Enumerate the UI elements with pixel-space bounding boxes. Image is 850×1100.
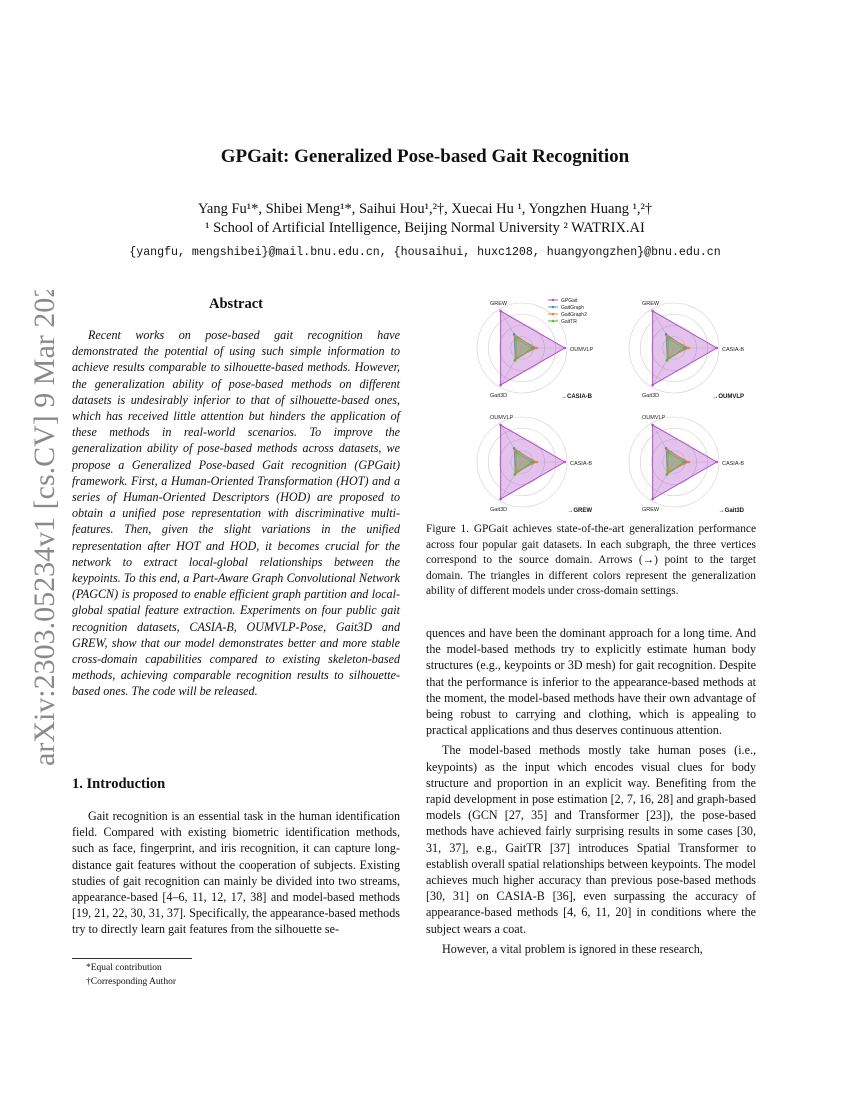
abstract-paragraph: Recent works on pose-based gait recognition have demonstrated the potential of using such simple information to achieve results comparable to silhouette-based methods. However, the generalization ability of pose-based methods on different datasets is undesirably inferior to that of silhouette-based ones, which has received little attention but hinders the application of these methods in real-world scenarios. To improve the generalization ability of pose-based methods across datasets, we propose a Generalized Pose-based Gait recognition (GPGait) framework. First, a Human-Oriented Transformation (HOT) and a series of Human-Oriented Descriptors (HOD) are proposed to obtain a unified pose representation with discriminative multi-features. Then, given the slight variations in the unified representation after HOT and HOD, it becomes crucial for the network to extract local-global relationships between the keypoints. To this end, a Part-Aware Graph Convolutional Network (PAGCN) is proposed to enable efficient graph partition and local-global spatial feature extraction. Experiments on four public gait recognition datasets, CASIA-B, OUMVLP-Pose, Gait3D and GREW, show that our model demonstrates better and more stable cross-domain capabilities compared to existing skeleton-based methods, achieving comparable recognition results to silhouette-based ones. The code will be released. <box>72 328 400 699</box>
legend-entry: GaitGraph2 <box>561 312 587 318</box>
footnote-rule <box>72 958 192 959</box>
radar-point-gaittr <box>514 359 517 362</box>
radar-axis-label: OUMVLP <box>570 347 594 353</box>
right-paragraph-2: The model-based methods mostly take human poses (i.e., keypoints) as the input which encodes visual clues for body structure and proportion in an explicit way. Benefiting from the rapid development in pose estimation [2, 7, 16, 28] and graph-based models (GCN [27, 35] and Transformer [23]), the pose-based methods have achieved fairly surprising results in some cases [30, 31, 37], e.g., GaitTR [37] introduces Spatial Transformer to establish overall spatial relationships between keypoints. The model achieves much higher accuracy than previous pose-based methods [30, 31] on CASIA-B [36], even surpassing the accuracy of appearance-based methods [4, 6, 11, 20] in conditions where the subject wears a coat. <box>426 743 756 936</box>
footnote-equal-contribution: *Equal contribution <box>86 963 162 973</box>
author-block <box>0 200 850 238</box>
radar-point-gaittr <box>531 461 534 464</box>
radar-point-gaittr <box>531 347 534 350</box>
radar-target-label: →GREW <box>567 508 592 514</box>
radar-point-gaittr <box>683 347 686 350</box>
legend-marker <box>552 299 555 302</box>
paper-title: GPGait: Generalized Pose-based Gait Recognition <box>220 146 630 167</box>
radar-axis-label: Gait3D <box>490 393 508 399</box>
legend-marker <box>552 320 555 323</box>
radar-point-gpgait <box>651 424 654 427</box>
arxiv-identifier-svg <box>12 290 72 770</box>
radar-point-gaittr <box>683 461 686 464</box>
right-column-text <box>426 625 756 957</box>
radar-point-gaittr <box>666 473 669 476</box>
introduction-text <box>72 808 400 938</box>
radar-point-gpgait <box>651 498 654 501</box>
legend-entry: GaitTR <box>561 319 577 325</box>
radar-axis-label: GREW <box>642 301 660 307</box>
radar-axis-label: CASIA-B <box>722 461 745 467</box>
caption-text: Figure 1. GPGait achieves state-of-the-art generalization performance across four popular gait datasets. In each subgraph, the three vertices correspond to the source domain. Arrows (→) point to the target domain. The triangles in different colors represent the generalization ability of different models under cross-domain settings. <box>426 523 756 597</box>
abstract-heading: Abstract <box>209 296 263 312</box>
footnote-corresponding-author: †Corresponding Author <box>86 977 176 987</box>
radar-point-gaittr <box>515 451 518 454</box>
radar-point-gaittr <box>514 473 517 476</box>
radar-chart-grid <box>448 292 748 524</box>
figure-1-radar-charts <box>448 292 748 524</box>
radar-axis-label: GREW <box>490 301 508 307</box>
radar-point-gaitgraph2 <box>688 347 691 350</box>
radar-point-gpgait <box>651 310 654 313</box>
author-emails: {yangfu, mengshibei}@mail.bnu.edu.cn, {housaihui, huxc1208, huangyongzhen}@bnu.edu.cn <box>129 246 721 259</box>
radar-point-gpgait <box>715 347 718 350</box>
legend-entry: GaitGraph <box>561 305 585 311</box>
radar-point-gpgait <box>499 310 502 313</box>
radar-axis-label: OUMVLP <box>490 415 514 421</box>
radar-point-gaitgraph2 <box>536 461 539 464</box>
legend-marker <box>552 313 555 316</box>
radar-point-gaittr <box>515 337 518 340</box>
radar-axis-label: CASIA-B <box>570 461 593 467</box>
radar-point-gpgait <box>563 347 566 350</box>
figure-1-caption <box>426 522 756 600</box>
radar-point-gaittr <box>667 451 670 454</box>
radar-point-gpgait <box>499 384 502 387</box>
radar-target-label: →Gait3D <box>718 508 744 514</box>
radar-point-gaittr <box>666 359 669 362</box>
radar-point-gaitgraph2 <box>688 461 691 464</box>
radar-axis-label: CASIA-B <box>722 347 745 353</box>
right-paragraph-1: quences and have been the dominant approach for a long time. And the model-based methods try to explicitly estimate human body structures (e.g., keypoints or 3D mesh) for gait recognition. Despite that the performance is inferior to the appearance-based methods at the moment, the model-based methods have their own advantage of being robust to carrying and clothing, which is appealing to practical applications and thus deserves continuous attention. <box>426 626 756 738</box>
radar-point-gaitgraph2 <box>536 347 539 350</box>
radar-axis-label: OUMVLP <box>642 415 666 421</box>
legend-entry: GPGait <box>561 298 578 304</box>
author-names: Yang Fu¹*, Shibei Meng¹*, Saihui Hou¹,²†, Xuecai Hu ¹, Yongzhen Huang ¹,²† <box>197 201 653 217</box>
radar-axis-label: Gait3D <box>490 507 508 513</box>
radar-axis-label: GREW <box>642 507 660 513</box>
arxiv-identifier <box>12 290 72 770</box>
radar-point-gpgait <box>715 461 718 464</box>
section-heading-introduction: 1. Introduction <box>72 776 166 792</box>
author-affiliations: ¹ School of Artificial Intelligence, Beijing Normal University ² WATRIX.AI <box>205 220 645 236</box>
right-paragraph-3: However, a vital problem is ignored in these research, <box>442 941 703 956</box>
abstract-text <box>72 327 400 700</box>
arxiv-identifier-text: arXiv:2303.05234v1 [cs.CV] 9 Mar 2023 <box>28 290 61 766</box>
radar-point-gaittr <box>667 337 670 340</box>
intro-paragraph: Gait recognition is an essential task in the human identification field. Compared with existing biometric identification methods, such as face, fingerprint, and iris recognition, it can capture long-distance gait features without the cooperation of subjects. Existing studies of gait recognition can mainly be divided into two streams, appearance-based [4–6, 11, 12, 17, 38] and model-based methods [19, 21, 22, 30, 31, 37]. Specifically, the appearance-based methods try to directly learn gait features from the silhouette se- <box>72 809 400 937</box>
radar-target-label: →CASIA-B <box>561 394 592 400</box>
radar-axis-label: Gait3D <box>642 393 660 399</box>
radar-point-gpgait <box>563 461 566 464</box>
radar-point-gpgait <box>499 498 502 501</box>
legend-marker <box>552 306 555 309</box>
radar-point-gpgait <box>499 424 502 427</box>
radar-point-gpgait <box>651 384 654 387</box>
radar-target-label: →OUMVLP <box>712 394 744 400</box>
